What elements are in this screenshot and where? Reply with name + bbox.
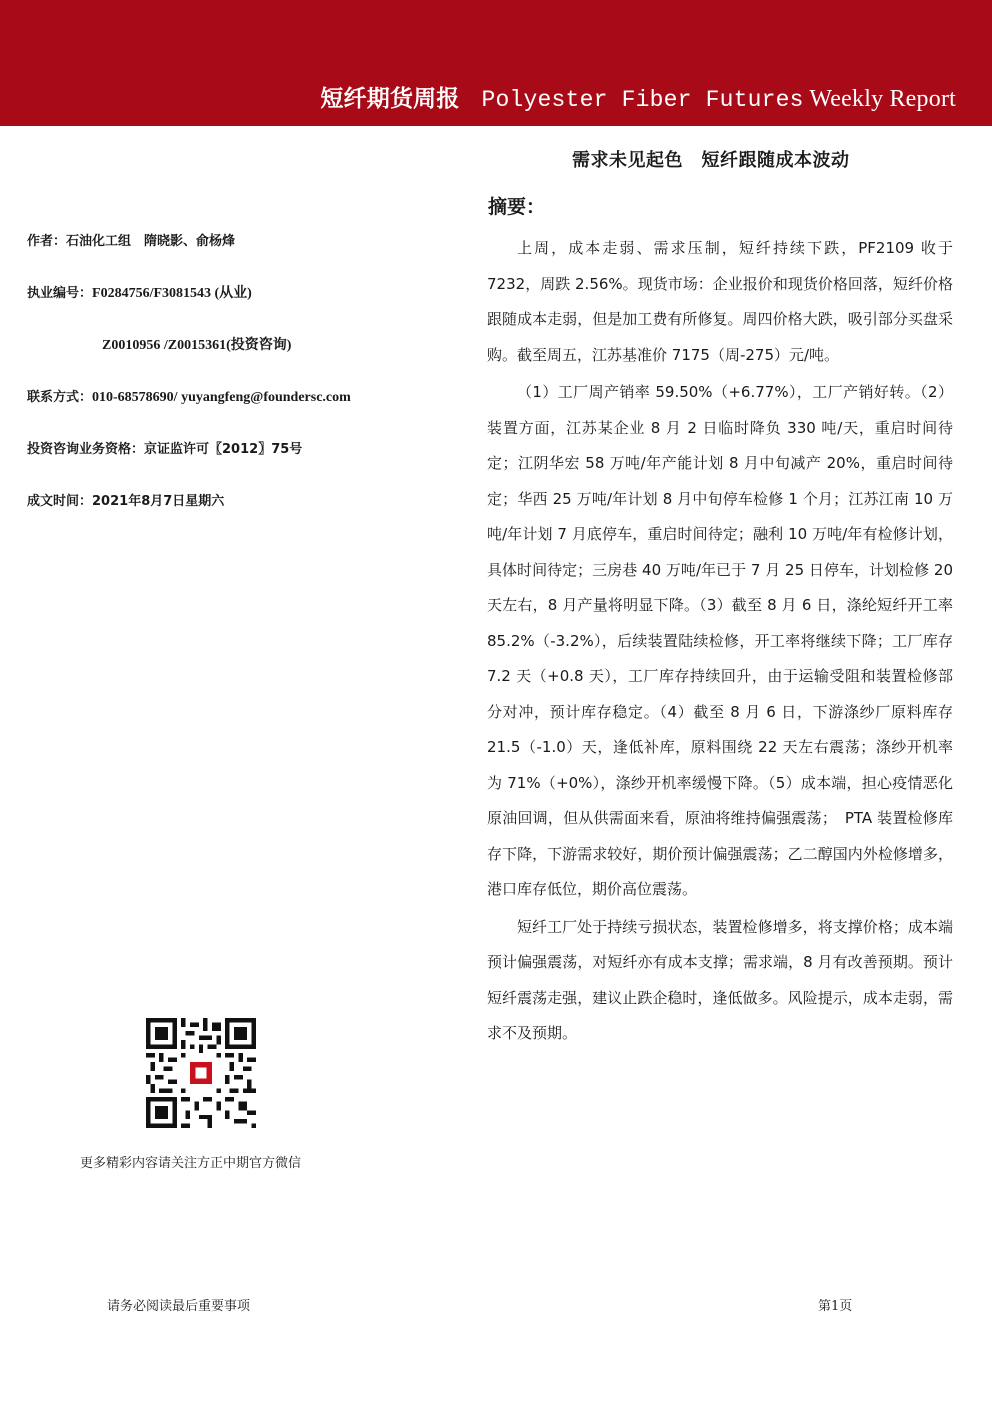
article-headline: 需求未见起色 短纤跟随成本波动 [572, 150, 850, 171]
author-line [27, 232, 447, 284]
author-value: 石油化工组 隋晓影、俞杨烽 [66, 234, 236, 249]
contact-value: 010-68578690/ yuyangfeng@foundersc.com [92, 390, 351, 405]
summary-paragraph-1: 上周，成本走弱、需求压制，短纤持续下跌，PF2109 收于 7232，周跌 2.56%。现货市场：企业报价和现货价格回落，短纤价格跟随成本走弱，但是加工费有所修复。周四价格大跌，吸引部分买盘采购。截至周五，江苏基准价 7175（周-275）元/吨。 [487, 239, 953, 364]
license-line [27, 284, 447, 336]
report-title-en-suffix: Weekly Report [803, 86, 956, 112]
footer-notice: 请务必阅读最后重要事项 [107, 1299, 251, 1314]
qr-code-icon [146, 1018, 256, 1128]
qr-caption: 更多精彩内容请关注方正中期官方微信 [80, 1156, 302, 1171]
summary-paragraph-3: 短纤工厂处于持续亏损状态，装置检修增多，将支撑价格；成本端预计偏强震荡，对短纤亦有成本支撑；需求端，8 月有改善预期。预计短纤震荡走强，建议止跌企稳时，逢低做多。风险提示，成本走弱，需求不及预期。 [487, 917, 953, 1042]
contact-line [27, 388, 447, 440]
date-line [27, 492, 447, 544]
report-title-en-main: Polyester Fiber Futures [481, 87, 804, 113]
date-value: 2021年8月7日星期六 [92, 494, 225, 509]
author-info [27, 232, 447, 544]
license-value-practice: F0284756/F3081543 (从业) [92, 286, 252, 301]
report-title [320, 80, 956, 113]
license-label: 执业编号： [27, 286, 93, 301]
qualification-value: 京证监许可〖2012〗75号 [144, 442, 303, 457]
report-title-cn: 短纤期货周报 [320, 86, 460, 112]
qualification-label: 投资咨询业务资格： [27, 442, 145, 457]
contact-label: 联系方式： [27, 390, 93, 405]
qualification-line [27, 440, 447, 492]
summary-heading: 摘要： [488, 196, 546, 218]
author-label: 作者： [27, 234, 67, 249]
license-line-2 [27, 336, 447, 388]
date-label: 成文时间： [27, 494, 93, 509]
page-number: 第1页 [818, 1299, 853, 1314]
license-value-consulting: Z0010956 /Z0015361(投资咨询) [102, 338, 292, 353]
header-banner [0, 0, 992, 126]
summary-body [487, 231, 953, 1054]
summary-paragraph-2: （1）工厂周产销率 59.50%（+6.77%），工厂产销好转。（2）装置方面，江苏某企业 8 月 2 日临时降负 330 吨/天，重启时间待定；江阴华宏 58 万吨/年产能计划 8 月中旬减产 20%，重启时间待定；华西 25 万吨/年计划 8 月中旬停车检修 1 个月；江苏江南 10 万吨/年计划 7 月底停车，重启时间待定；融利 10 万吨/年有检修计划，具体时间待定；三房巷 40 万吨/年已于 7 月 25 日停车，计划检修 20 天左右，8 月产量将明显下降。（3）截至 8 月 6 日，涤纶短纤开工率 85.2%（-3.2%），后续装置陆续检修，开工率将继续下降；工厂库存 7.2 天（+0.8 天），工厂库存持续回升，由于运输受阻和装置检修部分对冲，预计库存稳定。（4）截至 8 月 6 日，下游涤纱厂原料库存 21.5（-1.0）天，逢低补库，原料围绕 22 天左右震荡；涤纱开机率为 71%（+0%），涤纱开机率缓慢下降。（5）成本端，担心疫情恶化原油回调，但从供需面来看，原油将维持偏强震荡； PTA 装置检修库存下降，下游需求较好，期价预计偏强震荡；乙二醇国内外检修增多，港口库存低位，期价高位震荡。 [487, 383, 953, 898]
